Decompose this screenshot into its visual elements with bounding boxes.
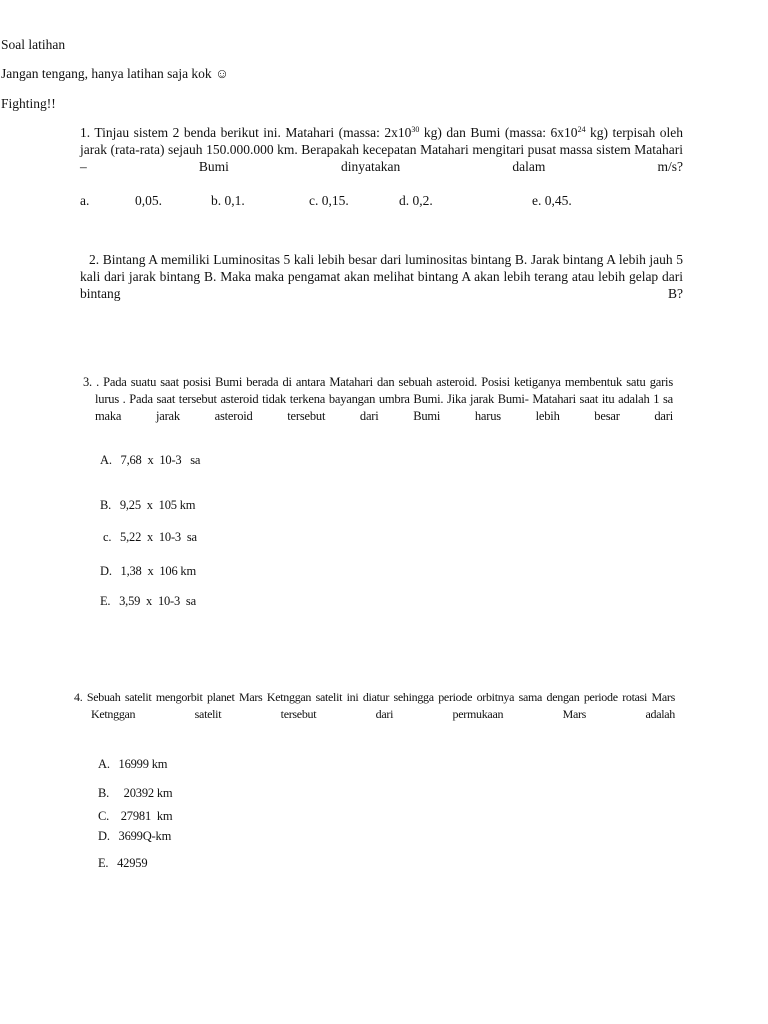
question-3: 3. . Pada suatu saat posisi Bumi berada di antara Matahari dan sebuah asteroid. Posisi ketiganya membentuk satu garis lurus . Pada saat tersebut asteroid tidak terkena bayangan umbra Bumi. Jika jarak Bumi- Matahari saat itu adalah 1 sa maka jarak asteroid tersebut dari Bumi harus lebih besar dari	[83, 375, 673, 423]
q4-option-e: E. 42959	[98, 856, 148, 870]
page-title: Soal latihan	[1, 37, 66, 52]
q1-option-a-label: a.	[80, 193, 90, 208]
q4-option-a: A. 16999 km	[98, 757, 168, 771]
note-text: Jangan tengang, hanya latihan saja kok	[1, 66, 212, 81]
q4-option-b: B. 20392 km	[98, 786, 173, 800]
q4-option-c: C. 27981 km	[98, 809, 173, 823]
exponent-earth-mass: 24	[577, 125, 586, 134]
q3-option-d: D. 1,38 x 106 km	[100, 564, 197, 578]
q3-option-b: B. 9,25 x 105 km	[100, 498, 196, 512]
q3-option-a: A. 7,68 x 10-3 sa	[100, 453, 201, 467]
q1-option-a-value: 0,05.	[135, 193, 162, 208]
q1-option-e: e. 0,45.	[532, 193, 572, 208]
fighting-text: Fighting!!	[1, 96, 56, 111]
q3-option-e: E. 3,59 x 10-3 sa	[100, 594, 196, 608]
q1-option-d: d. 0,2.	[399, 193, 433, 208]
q1-option-c: c. 0,15.	[309, 193, 349, 208]
exponent-sun-mass: 30	[411, 125, 420, 134]
question-2: 2. Bintang A memiliki Luminositas 5 kali lebih besar dari luminositas bintang B. Jarak bintang A lebih jauh 5 kali dari jarak bintang B. Maka maka pengamat akan melihat bintang A akan lebih terang atau lebih gelap dari bintang B?	[80, 252, 683, 301]
q1-option-b: b. 0,1.	[211, 193, 245, 208]
q3-option-c: c. 5,22 x 10-3 sa	[103, 530, 197, 544]
q4-option-d: D. 3699Q-km	[98, 829, 172, 843]
encouragement-note	[1, 66, 229, 82]
question-4: 4. Sebuah satelit mengorbit planet Mars Ketnggan satelit ini diatur sehingga periode orbitnya sama dengan periode rotasi Mars Ketnggan satelit tersebut dari permukaan Mars adalah	[74, 690, 675, 721]
question-1: 1. Tinjau sistem 2 benda berikut ini. Matahari (massa: $2x10^{30}$ kg) dan Bumi (massa: $6x10^{24}$ kg) terpisah oleh jarak (rata-rata) sejauh 150.000.000 km. Berapakah kecepatan Matahari mengitari pusat massa sistem Matahari – Bumi dinyatakan dalam m/s?	[80, 125, 684, 174]
smiley-icon: ☺	[215, 66, 229, 81]
